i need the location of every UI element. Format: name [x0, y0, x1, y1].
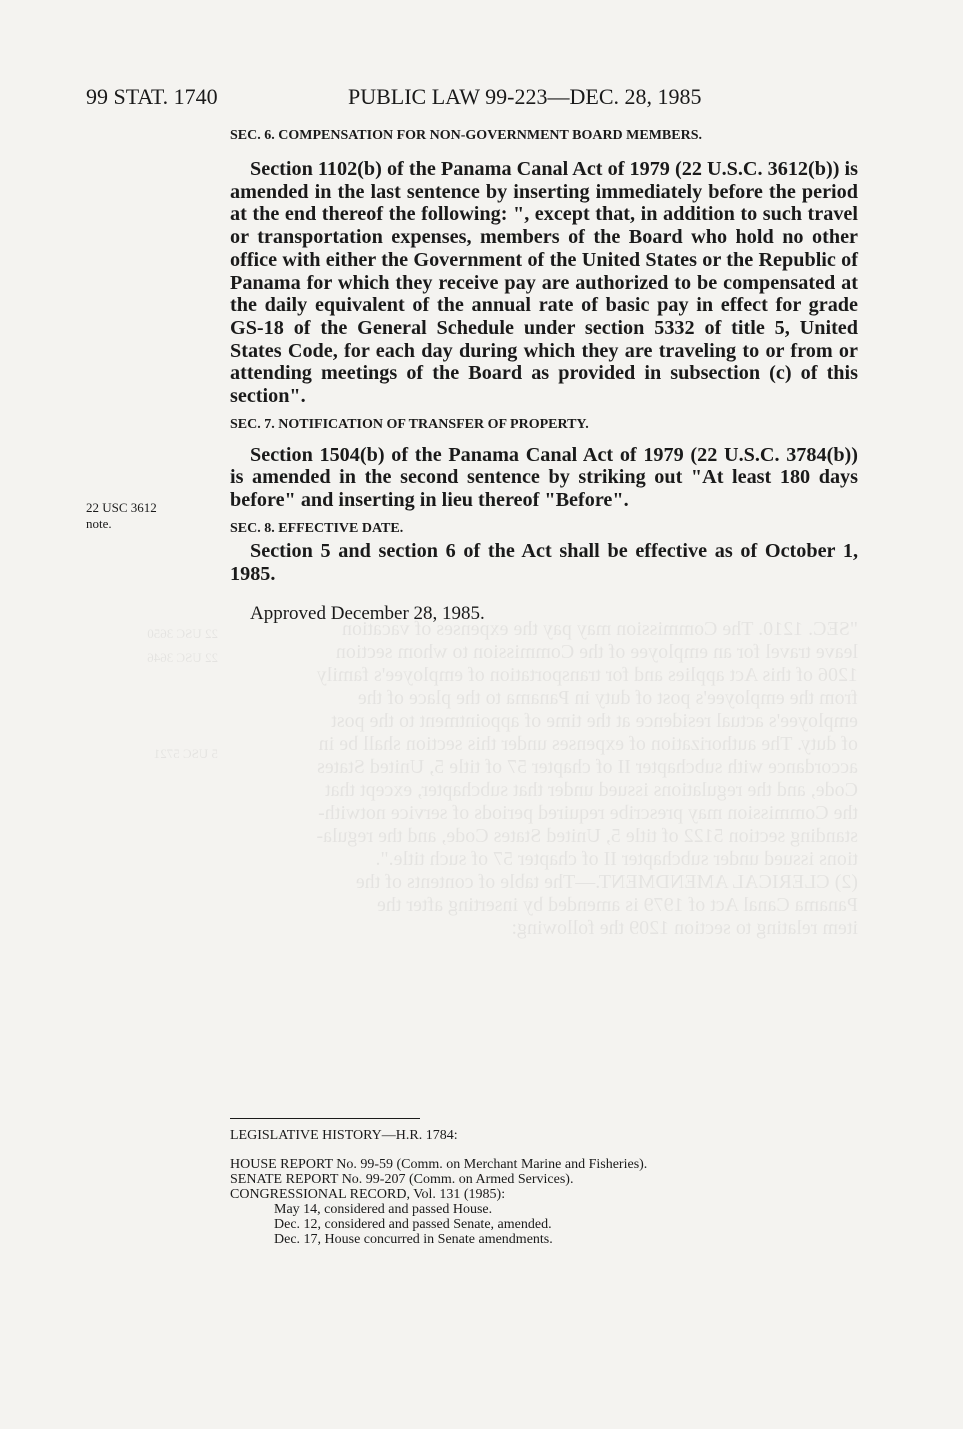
section-7-heading: SEC. 7. NOTIFICATION OF TRANSFER OF PROPERTY.: [230, 416, 589, 432]
bleed-through-margin-notes: 22 USC 3650 22 USC 3646 5 USC 5721: [147, 626, 218, 761]
senate-report: SENATE REPORT No. 99-207 (Comm. on Armed Services).: [230, 1172, 574, 1187]
public-law-title: PUBLIC LAW 99-223—DEC. 28, 1985: [348, 84, 702, 109]
bleed-through-texture: "SEC. 1210. The Commission may pay the expenses of vacation leave travel for an employee of the Commission to whom section 1206 of this Act applies and for transportation of employee's family from the employee's post of duty in Panama to the place of the employee's actual residence at the time of appointment to the post of duty. The authorization of expenses under this section shall be in accordance with subchapter II of chapter 57 of title 5, United States Code, and the regulations issued under that subchapter, except that the Commission may prescribe required periods of service notwith- standing section 5122 of title 5, United States Code, and the regula- tions issued under subchapter II of chapter 57 of such title.". (2) CLERICAL AMENDMENT.—The table of contents of the Panama Canal Act of 1979 is amended by inserting after the item relating to section 1209 the following:: [316, 618, 858, 939]
running-head: [86, 84, 746, 110]
house-report: HOUSE REPORT No. 99-59 (Comm. on Merchant Marine and Fisheries).: [230, 1157, 648, 1172]
section-8-body: Section 5 and section 6 of the Act shall be effective as of October 1, 1985.: [230, 539, 858, 585]
legislative-history: [230, 1128, 790, 1247]
margin-note-citation: 22 USC 3612: [86, 500, 157, 515]
margin-note-label: note.: [86, 516, 112, 531]
congressional-record: CONGRESSIONAL RECORD, Vol. 131 (1985):: [230, 1187, 506, 1202]
legislative-history-title: LEGISLATIVE HISTORY—H.R. 1784:: [230, 1128, 458, 1143]
stat-page-reference: 99 STAT. 1740: [86, 84, 218, 109]
history-event: Dec. 17, House concurred in Senate amendments.: [274, 1232, 553, 1247]
legislative-history-rule: [230, 1118, 420, 1119]
section-6-heading: SEC. 6. COMPENSATION FOR NON-GOVERNMENT BOARD MEMBERS.: [230, 128, 703, 143]
margin-note: [86, 500, 157, 532]
approval-date: Approved December 28, 1985.: [250, 603, 485, 625]
section-6-body: Section 1102(b) of the Panama Canal Act of 1979 (22 U.S.C. 3612(b)) is amended in the last sentence by inserting immediately before the period at the end thereof the following: ", except that, in addition to such travel or transportation expenses, members of the Board who hold no other office with either the Government of the United States or the Republic of Panama for which they receive pay are authorized to be compensated at the daily equivalent of the annual rate of basic pay in effect for grade GS-18 of the General Schedule under section 5332 of title 5, United States Code, for each day during which they are traveling to or from or attending meetings of the Board as provided in subsection (c) of this section".: [230, 158, 858, 408]
section-7-body: Section 1504(b) of the Panama Canal Act of 1979 (22 U.S.C. 3784(b)) is amended in the second sentence by striking out "At least 180 days before" and inserting in lieu thereof "Before".: [230, 443, 858, 512]
section-8-heading: SEC. 8. EFFECTIVE DATE.: [230, 520, 404, 536]
history-event: May 14, considered and passed House.: [274, 1202, 493, 1217]
section-7-text: [230, 444, 858, 512]
section-6-text: [230, 158, 858, 408]
section-8-text: [230, 540, 858, 585]
main-content: [230, 128, 858, 644]
history-event: Dec. 12, considered and passed Senate, amended.: [274, 1217, 552, 1232]
